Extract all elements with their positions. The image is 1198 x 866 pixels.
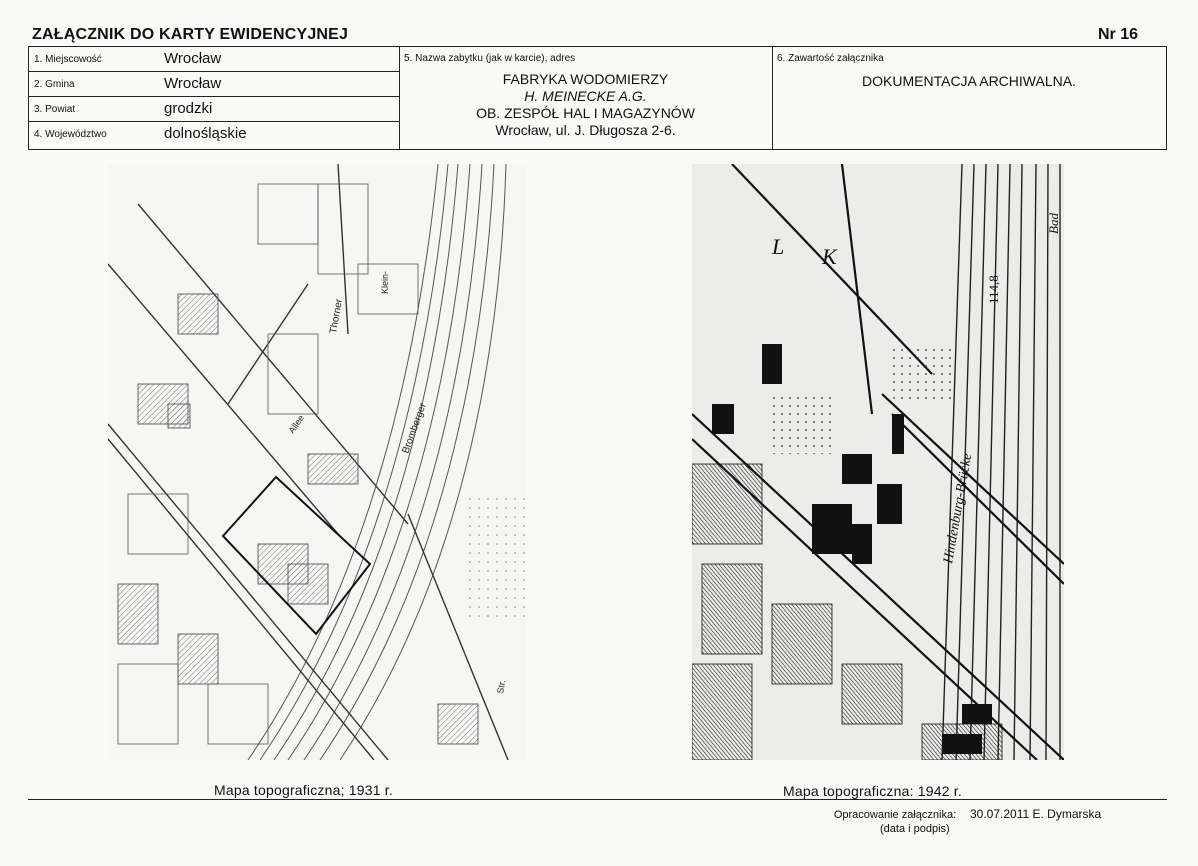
map-label-l: L <box>772 234 785 259</box>
monument-name <box>399 71 772 139</box>
field-value: grodzki <box>164 100 213 117</box>
attachment-heading: 6. Zawartość załącznika <box>777 53 884 64</box>
field-row-miejscowosc <box>29 47 399 72</box>
map-label-hindenburg-bruecke: Hindenburg-Brücke <box>941 452 976 565</box>
header-table <box>28 46 1167 150</box>
monument-line: H. MEINECKE A.G. <box>524 88 647 104</box>
map-1942-drawing <box>692 164 1064 760</box>
map-label-thorner: Thorner <box>328 298 346 335</box>
map-label-bad: Bad <box>1046 213 1061 234</box>
monument-cell <box>399 47 773 149</box>
document-number: Nr 16 <box>1098 26 1139 43</box>
field-row-wojewodztwo <box>29 122 399 149</box>
footer-sub-label: (data i podpis) <box>880 823 950 835</box>
field-value: Wrocław <box>164 50 222 67</box>
field-label: 3. Powiat <box>34 104 76 115</box>
monument-address: Wrocław, ul. J. Długosza 2-6. <box>495 122 676 138</box>
map-label-allee: Allee <box>286 413 307 436</box>
field-label: 2. Gmina <box>34 79 75 90</box>
footer-label: Opracowanie załącznika: <box>833 809 957 821</box>
map-label-114-8: 114,8 <box>986 275 1001 304</box>
attachment-cell <box>772 47 1166 149</box>
map-1931-caption: Mapa topograficzna; 1931 r. <box>214 782 393 798</box>
footer-divider <box>28 799 1167 800</box>
monument-line: FABRYKA WODOMIERZY <box>502 71 669 87</box>
map-label-bromberger: Bromberger <box>400 401 429 456</box>
field-label: 1. Miejscowość <box>34 54 102 65</box>
document-title: ZAŁĄCZNIK DO KARTY EWIDENCYJNEJ <box>32 26 349 43</box>
map-1931 <box>108 164 527 760</box>
field-value: Wrocław <box>164 75 222 92</box>
map-label-k: K <box>822 244 837 269</box>
field-row-gmina <box>29 72 399 97</box>
footer-date-signature: 30.07.2011 E. Dymarska <box>970 807 1102 821</box>
monument-line: OB. ZESPÓŁ HAL I MAGAZYNÓW <box>476 105 695 121</box>
map-label-str: Str. <box>495 679 508 695</box>
field-label: 4. Województwo <box>34 129 107 140</box>
field-value: dolnośląskie <box>164 125 247 142</box>
map-1942 <box>692 164 1064 760</box>
location-fields <box>29 47 400 149</box>
monument-heading: 5. Nazwa zabytku (jak w karcie), adres <box>404 53 576 64</box>
attachment-value: DOKUMENTACJA ARCHIWALNA. <box>862 73 1076 89</box>
map-label-klein: Klein- <box>380 270 390 294</box>
field-row-powiat <box>29 97 399 122</box>
map-1942-caption: Mapa topograficzna: 1942 r. <box>783 783 962 799</box>
map-1931-drawing <box>108 164 527 760</box>
